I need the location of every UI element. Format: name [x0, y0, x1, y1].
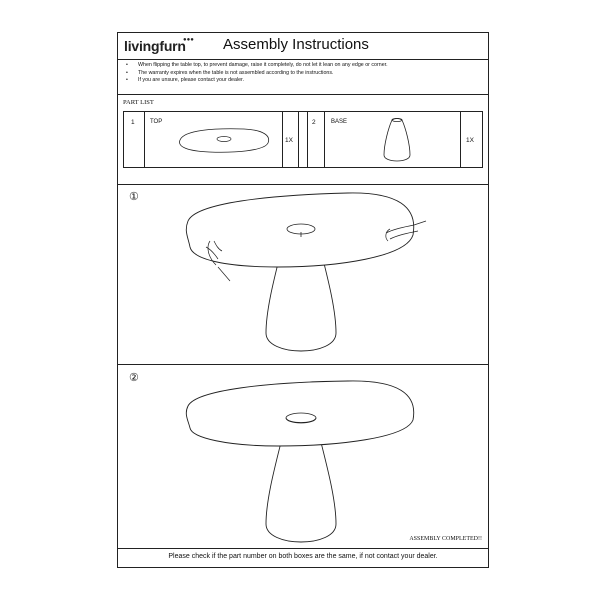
part-qty: 1X: [285, 137, 293, 144]
step-2-illustration: [118, 366, 490, 546]
part-name: BASE: [331, 119, 348, 125]
cell-divider: [307, 112, 308, 167]
note-item: [124, 62, 484, 70]
table-top-illustration: [174, 126, 274, 156]
part-qty: 1X: [466, 137, 474, 144]
warning-notes: [124, 62, 484, 85]
cell-divider: [460, 112, 461, 167]
note-text: When flipping the table top, to prevent damage, raise it completely, do not let it lean on any edge or corner.: [138, 62, 388, 68]
bullet-icon: •: [126, 69, 128, 76]
divider: [118, 364, 488, 365]
header: [118, 33, 488, 59]
part-number: 2: [312, 119, 316, 126]
note-text: The warranty expires when the table is not assembled according to the instructions.: [138, 69, 334, 76]
cell-divider: [144, 112, 145, 167]
note-text: If you are unsure, please contact your dealer.: [138, 77, 245, 84]
part-number: 1: [131, 119, 135, 126]
brand-logo: [124, 37, 194, 54]
part-list-table: [123, 111, 483, 168]
cell-divider: [324, 112, 325, 167]
step-2-marker: ②: [129, 371, 139, 384]
base-illustration: [382, 117, 412, 165]
cell-divider: [298, 112, 299, 167]
step-1-marker: ①: [129, 190, 139, 203]
assembly-completed-label: ASSEMBLY COMPLETED!!: [409, 536, 482, 542]
brand-name: livingfurn: [124, 38, 186, 54]
bullet-icon: •: [126, 77, 128, 84]
page-title: Assembly Instructions: [223, 36, 369, 53]
divider: [118, 59, 488, 60]
part-name: TOP: [150, 119, 163, 125]
note-item: [124, 70, 484, 78]
cell-divider: [282, 112, 283, 167]
step-1-illustration: [118, 185, 490, 375]
footer-note: Please check if the part number on both boxes are the same, if not contact your dealer.: [168, 553, 438, 560]
divider: [118, 548, 488, 549]
brand-dots-icon: ●●●: [183, 37, 194, 43]
part-list-label: PART LIST: [123, 99, 154, 106]
divider: [118, 94, 488, 95]
note-item: [124, 77, 484, 85]
bullet-icon: •: [126, 62, 128, 68]
instruction-sheet: [117, 32, 489, 568]
